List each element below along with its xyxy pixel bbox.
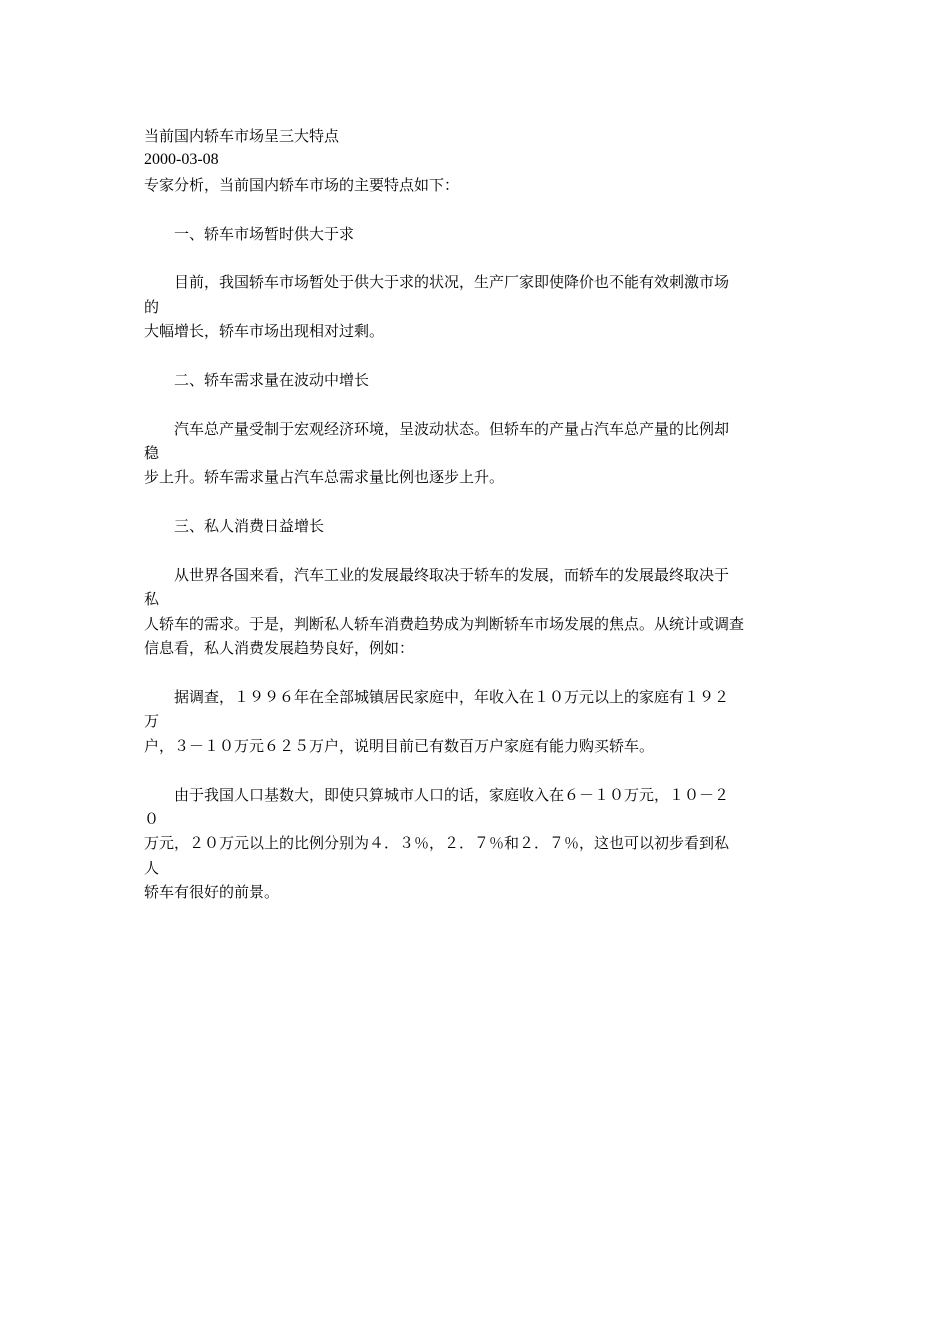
- paragraph-line: 万: [144, 712, 160, 731]
- spacer: [144, 661, 812, 685]
- document-body: [144, 124, 812, 905]
- spacer: [144, 344, 812, 368]
- section-heading-3: 三、私人消费日益增长: [144, 517, 325, 536]
- document-title: 当前国内轿车市场呈三大特点: [144, 127, 340, 145]
- document-date: 2000-03-08: [144, 151, 219, 169]
- paragraph-line: 信息看，私人消费发展趋势良好，例如：: [144, 639, 415, 658]
- spacer: [144, 758, 812, 782]
- paragraph-line: 私: [144, 590, 160, 609]
- spacer: [144, 392, 812, 416]
- section-heading-1: 一、轿车市场暂时供大于求: [144, 224, 355, 243]
- paragraph-line: 从世界各国来看，汽车工业的发展最终取决于轿车的发展，而轿车的发展最终取决于: [144, 566, 730, 585]
- intro-text: 专家分析，当前国内轿车市场的主要特点如下：: [144, 175, 460, 194]
- spacer: [144, 490, 812, 514]
- spacer: [144, 197, 812, 221]
- paragraph-line: 轿车有很好的前景。: [144, 883, 280, 902]
- paragraph-line: 由于我国人口基数大，即使只算城市人口的话，家庭收入在６－１０万元，１０－２: [144, 785, 730, 804]
- paragraph-line: 大幅增长，轿车市场出现相对过剩。: [144, 322, 385, 341]
- paragraph-line: 目前，我国轿车市场暂处于供大于求的状况，生产厂家即使降价也不能有效刺激市场: [144, 273, 730, 292]
- paragraph-line: 人: [144, 858, 160, 877]
- paragraph-line: 据调查，１９９６年在全部城镇居民家庭中，年收入在１０万元以上的家庭有１９２: [144, 687, 730, 706]
- paragraph-line: 户，３－１０万元６２５万户，说明目前已有数百万户家庭有能力购买轿车。: [144, 736, 655, 755]
- paragraph-line: 人轿车的需求。于是，判断私人轿车消费趋势成为判断轿车市场发展的焦点。从统计或调查: [144, 614, 745, 633]
- paragraph-line: 的: [144, 297, 160, 316]
- paragraph-line: 步上升。轿车需求量占汽车总需求量比例也逐步上升。: [144, 468, 505, 487]
- paragraph-line: ０: [144, 809, 160, 828]
- section-heading-2: 二、轿车需求量在波动中增长: [144, 370, 370, 389]
- paragraph-line: 稳: [144, 444, 160, 463]
- paragraph-line: 万元，２０万元以上的比例分别为４．３％，２．７％和２．７％，这也可以初步看到私: [144, 834, 730, 853]
- paragraph-line: 汽车总产量受制于宏观经济环境，呈波动状态。但轿车的产量占汽车总产量的比例却: [144, 419, 730, 438]
- spacer: [144, 246, 812, 270]
- spacer: [144, 539, 812, 563]
